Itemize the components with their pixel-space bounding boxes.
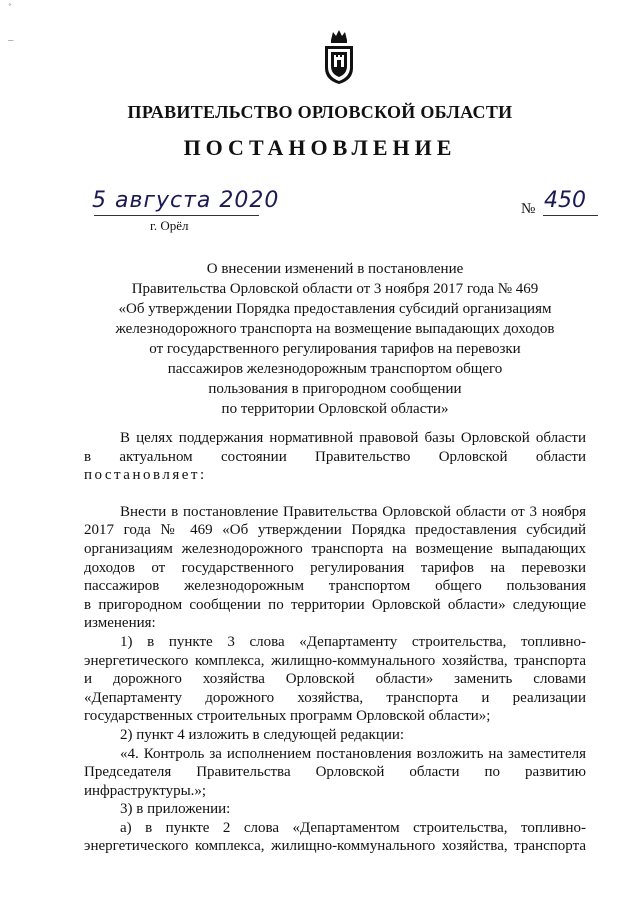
title-line: Правительства Орловской области от 3 ноября 2017 года № 469 <box>131 281 539 297</box>
date-underline <box>94 215 259 216</box>
title-line: пассажиров железнодорожным транспортом общего <box>167 361 503 377</box>
paragraph-amendments <box>84 503 586 633</box>
number-label: № <box>521 201 536 217</box>
text-line: инфраструктуры.»; <box>84 782 207 799</box>
text-line: «Департаменту дорожного хозяйства, транспорта и реализации <box>84 689 586 706</box>
text-line: 3) в приложении: <box>120 801 231 818</box>
item-1 <box>84 633 586 726</box>
title-line: от государственного регулирования тарифов на перевозки <box>149 341 521 357</box>
number-underline <box>543 215 598 216</box>
text-line: Председателя Правительства Орловской области по развитию <box>84 764 586 781</box>
item-2 <box>84 726 586 800</box>
document-body <box>84 429 586 856</box>
title-line: О внесении изменений в постановление <box>206 261 464 277</box>
text-line: организациям железнодорожного транспорта на возмещение выпадающих <box>84 540 586 557</box>
handwritten-number: 450 <box>544 188 586 213</box>
title-line: пользования в пригородном сообщении <box>208 381 462 397</box>
text-line: изменения: <box>84 615 156 632</box>
text-line: Внести в постановление Правительства Орловской области от 3 ноября <box>120 503 586 520</box>
decree-word: постановляет: <box>84 467 207 484</box>
text-line: «4. Контроль за исполнением постановления возложить на заместителя <box>120 745 586 762</box>
text-line: в актуальном состоянии Правительство Орловской области <box>84 448 586 465</box>
text-line: в пригородном сообщении по территории Орловской области» следующие <box>84 596 586 613</box>
text-line: 1) в пункте 3 слова «Департаменту строительства, топливно- <box>120 633 586 650</box>
corner-mark-top: ˚ <box>8 2 12 14</box>
text-line: государственных строительных программ Орловской области»; <box>84 708 491 725</box>
text-line: а) в пункте 2 слова «Департаментом строительства, топливно- <box>120 819 586 836</box>
text-line: 2017 года № 469 «Об утверждении Порядка предоставления субсидий <box>84 522 586 539</box>
text-line: В целях поддержания нормативной правовой базы Орловской области <box>120 430 586 446</box>
corner-mark-side: – <box>8 34 14 46</box>
government-name: ПРАВИТЕЛЬСТВО ОРЛОВСКОЙ ОБЛАСТИ <box>127 102 513 122</box>
title-line: «Об утверждении Порядка предоставления субсидий организациям <box>118 301 552 317</box>
preamble-paragraph <box>84 429 586 485</box>
handwritten-date: 5 августа 2020 <box>92 188 280 213</box>
text-line: доходов от государственного регулирования тарифов на перевозки <box>84 559 586 576</box>
city-name: г. Орёл <box>150 218 189 233</box>
text-line: и дорожного хозяйства Орловской области» заменить словами <box>84 671 586 688</box>
resolution-title <box>100 259 570 419</box>
item-3 <box>84 800 586 856</box>
text-line: пассажиров железнодорожным транспортом общего пользования <box>84 578 586 595</box>
title-line: железнодорожного транспорта на возмещение выпадающих доходов <box>115 321 555 337</box>
text-line: энергетического комплекса, жилищно-коммунального хозяйства, транспорта <box>84 652 586 669</box>
text-line: 2) пункт 4 изложить в следующей редакции: <box>120 726 405 743</box>
title-line: по территории Орловской области» <box>221 401 449 417</box>
text-line: энергетического комплекса, жилищно-коммунального хозяйства, транспорта <box>84 838 586 855</box>
document-type: ПОСТАНОВЛЕНИЕ <box>183 135 457 160</box>
coat-of-arms-icon <box>322 26 356 86</box>
